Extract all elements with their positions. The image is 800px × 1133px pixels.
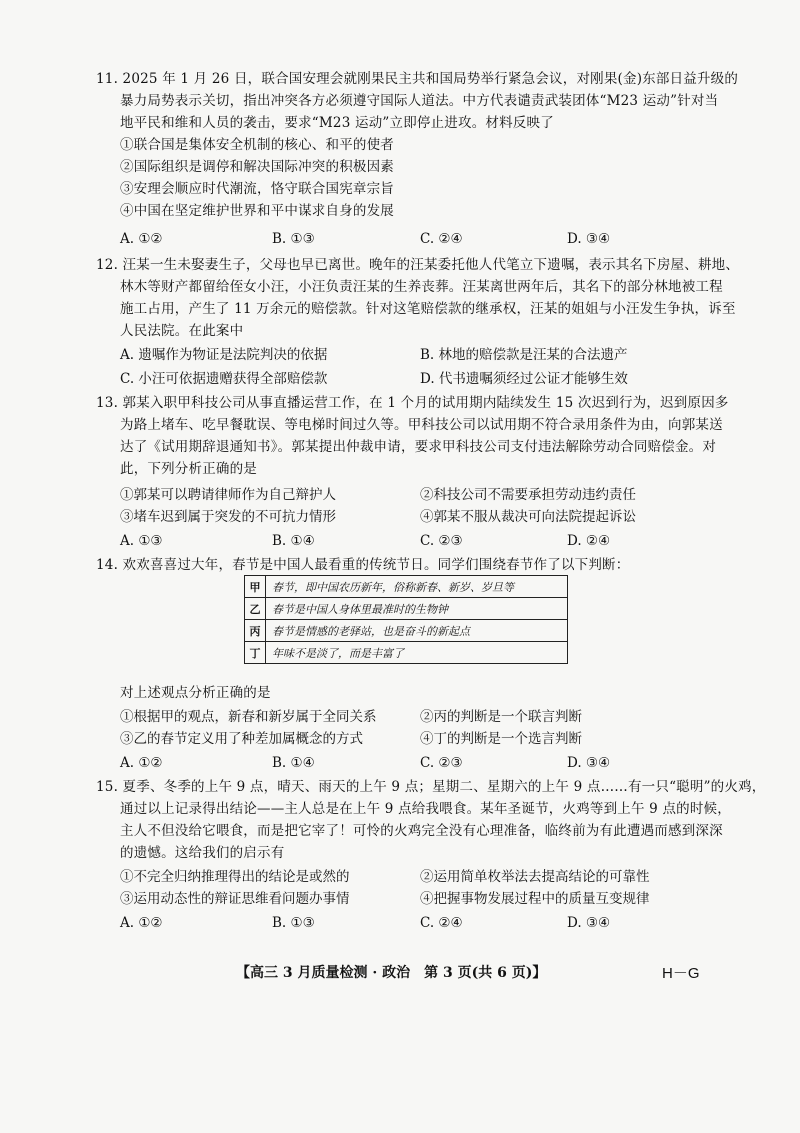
q12-option-d: D. 代书遗嘱须经过公证才能够生效	[420, 371, 628, 387]
judgment-table	[244, 575, 568, 664]
q15-option-a: A. ①②	[120, 915, 163, 931]
q12-option-a: A. 遗嘱作为物证是法院判决的依据	[120, 347, 328, 363]
q13-line-4: 此，下列分析正确的是	[120, 461, 257, 477]
q13-option-c: C. ②③	[420, 533, 463, 549]
q13-item-4: ④郭某不服从裁决可向法院提起诉讼	[420, 509, 636, 525]
q11-option-c: C. ②④	[420, 231, 463, 247]
q15-item-4: ④把握事物发展过程中的质量互变规律	[420, 891, 650, 907]
row-text: 年味不是淡了，而是丰富了	[266, 642, 568, 664]
table-row	[245, 620, 568, 642]
q14-item-3: ③乙的春节定义用了种差加属概念的方式	[120, 731, 363, 747]
q15-line-4: 的遗憾。这给我们的启示有	[120, 845, 285, 861]
q11-item-4: ④中国在坚定维护世界和平中谋求自身的发展	[120, 203, 394, 219]
q15-option-c: C. ②④	[420, 915, 463, 931]
q11-item-2: ②国际组织是调停和解决国际冲突的积极因素	[120, 159, 394, 175]
q14-intro: 14. 欢欢喜喜过大年，春节是中国人最看重的传统节日。同学们围绕春节作了以下判断：	[96, 557, 630, 573]
q12-line-4: 人民法院。在此案中	[120, 323, 244, 339]
q15-line-3: 主人不但没给它喂食，而是把它宰了！可怜的火鸡完全没有心理准备，临终前为有此遭遇而感到深深	[120, 823, 723, 839]
q11-option-a: A. ①②	[120, 231, 163, 247]
q12-option-b: B. 林地的赔偿款是汪某的合法遗产	[420, 347, 628, 363]
q11-item-1: ①联合国是集体安全机制的核心、和平的使者	[120, 137, 394, 153]
q15-line-2: 通过以上记录得出结论——主人总是在上午 9 点给我喂食。某年圣诞节，火鸡等到上午 9 点的时候，	[120, 801, 731, 817]
q14-option-d: D. ③④	[567, 755, 611, 771]
q13-item-1: ①郭某可以聘请律师作为自己辩护人	[120, 487, 336, 503]
q14-option-b: B. ①④	[272, 755, 315, 771]
q13-option-a: A. ①③	[120, 533, 163, 549]
q13-line-2: 为路上堵车、吃早餐耽误、等电梯时间过久等。甲科技公司以试用期不符合录用条件为由，向郭某送	[120, 417, 723, 433]
table-row	[245, 598, 568, 620]
q12-line-2: 林木等财产都留给侄女小汪，小汪负责汪某的生养丧葬。汪某离世两年后，其名下的部分林地被工程	[120, 279, 723, 295]
q15-option-d: D. ③④	[567, 915, 611, 931]
q13-option-b: B. ①④	[272, 533, 315, 549]
page-footer-code: H－G	[662, 965, 700, 982]
q15-line-1: 15. 夏季、冬季的上午 9 点，晴天、雨天的上午 9 点；星期二、星期六的上午 9 点……有一只“聪明”的火鸡，	[96, 779, 766, 795]
row-label: 乙	[245, 598, 266, 620]
q11-line-1: 11. 2025 年 1 月 26 日，联合国安理会就刚果民主共和国局势举行紧急会议，对刚果(金)东部日益升级的	[96, 71, 739, 87]
table-row	[245, 576, 568, 598]
row-text: 春节是中国人身体里最准时的生物钟	[266, 598, 568, 620]
q14-item-4: ④丁的判断是一个选言判断	[420, 731, 582, 747]
row-text: 春节是情感的老驿站，也是奋斗的新起点	[266, 620, 568, 642]
page-footer-title: 【高三 3 月质量检测 · 政治 第 3 页(共 6 页)】	[236, 965, 547, 981]
q14-item-1: ①根据甲的观点，新春和新岁属于全同关系	[120, 709, 377, 725]
q12-line-3: 施工占用，产生了 11 万余元的赔偿款。针对这笔赔偿款的继承权，汪某的姐姐与小汪发生争执，诉至	[120, 301, 736, 317]
q13-option-d: D. ②④	[567, 533, 611, 549]
q15-item-1: ①不完全归纳推理得出的结论是或然的	[120, 869, 350, 885]
q11-line-3: 地平民和维和人员的袭击，要求“M23 运动”立即停止进攻。材料反映了	[120, 115, 554, 131]
q13-item-3: ③堵车迟到属于突发的不可抗力情形	[120, 509, 336, 525]
q12-line-1: 12. 汪某一生未娶妻生子，父母也早已离世。晚年的汪某委托他人代笔立下遗嘱，表示其名下房屋、耕地、	[96, 257, 740, 273]
q14-item-2: ②丙的判断是一个联言判断	[420, 709, 582, 725]
q11-item-3: ③安理会顺应时代潮流，恪守联合国宪章宗旨	[120, 181, 394, 197]
q11-option-b: B. ①③	[272, 231, 315, 247]
q14-option-c: C. ②③	[420, 755, 463, 771]
q12-option-c: C. 小汪可依据遗赠获得全部赔偿款	[120, 371, 328, 387]
q14-question: 对上述观点分析正确的是	[120, 685, 271, 701]
q15-item-3: ③运用动态性的辩证思维看问题办事情	[120, 891, 350, 907]
q13-line-1: 13. 郭某入职甲科技公司从事直播运营工作，在 1 个月的试用期内陆续发生 15 次迟到行为，迟到原因多	[96, 395, 729, 411]
q13-line-3: 达了《试用期辞退通知书》。郭某提出仲裁申请，要求甲科技公司支付违法解除劳动合同赔偿金。对	[120, 439, 717, 455]
q11-option-d: D. ③④	[567, 231, 611, 247]
q15-item-2: ②运用简单枚举法去提高结论的可靠性	[420, 869, 650, 885]
row-label: 丙	[245, 620, 266, 642]
row-label: 丁	[245, 642, 266, 664]
q14-option-a: A. ①②	[120, 755, 163, 771]
row-label: 甲	[245, 576, 266, 598]
q15-option-b: B. ①③	[272, 915, 315, 931]
row-text: 春节，即中国农历新年，俗称新春、新岁、岁旦等	[266, 576, 568, 598]
q11-line-2: 暴力局势表示关切，指出冲突各方必须遵守国际人道法。中方代表谴责武装团体“M23 运动”针对当	[120, 93, 719, 109]
q13-item-2: ②科技公司不需要承担劳动违约责任	[420, 487, 636, 503]
table-row	[245, 642, 568, 664]
